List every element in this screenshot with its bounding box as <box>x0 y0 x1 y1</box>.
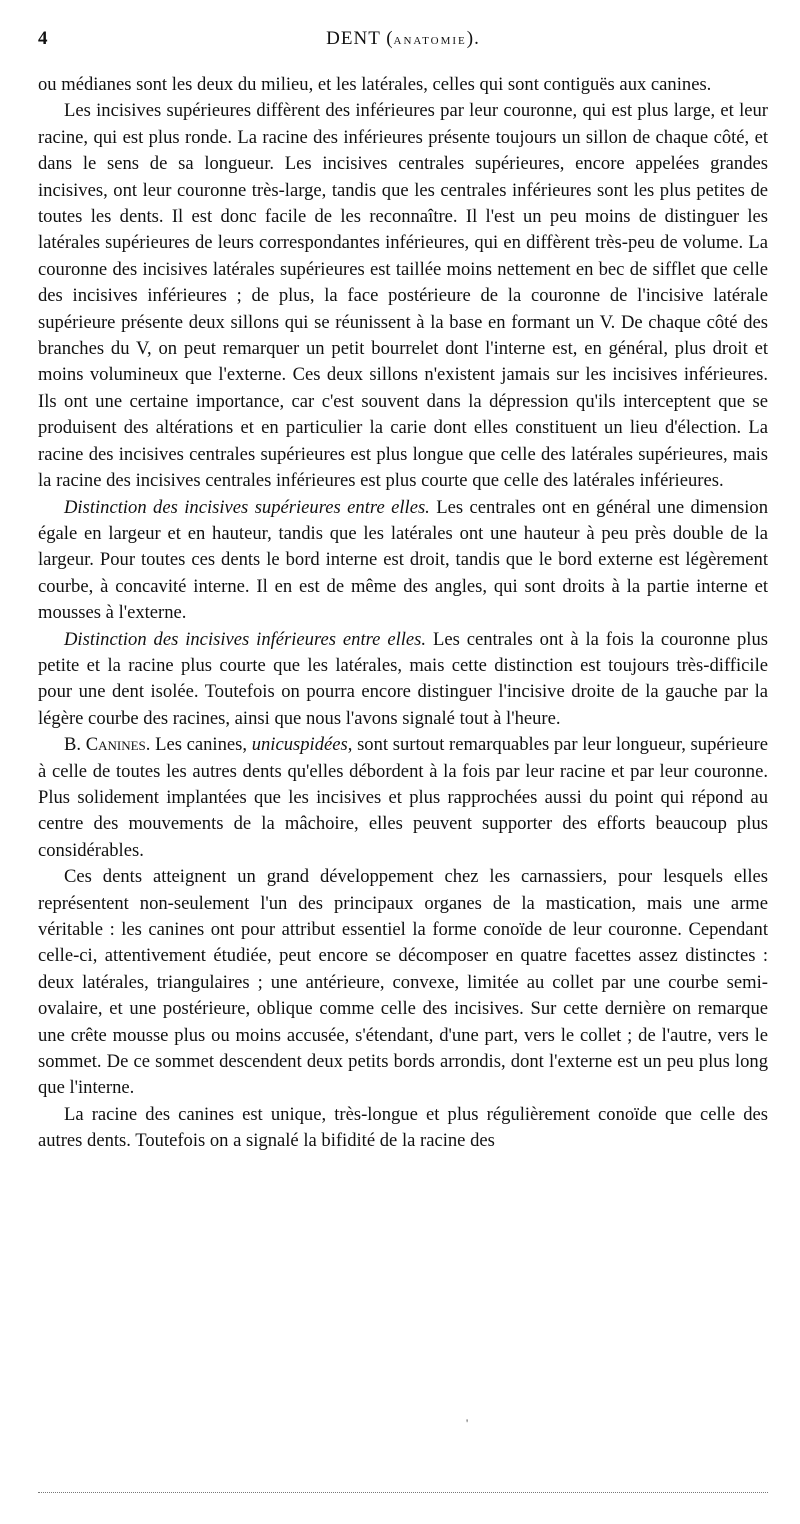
running-title <box>38 28 768 50</box>
paragraph-text: Les centrales ont en général une dimension égale en largeur et en hauteur, tandis que les latérales ont une hauteur à peu près double de la largeur. Pour toutes ces dents le bord interne est droit, tandis que le bord externe est légèrement courbe, à concavité interne. Il en est de même des angles, qui sont droits à la partie interne et mousses à l'externe. <box>38 496 769 624</box>
paragraph-canines <box>38 732 768 864</box>
section-label: B. Canines. <box>64 734 151 756</box>
title-paren-open: ( <box>386 28 394 49</box>
paragraph-racine-canines: La racine des canines est unique, très-longue et plus régulièrement conoïde que celle des autres dents. Toutefois on a signalé la bifidité de la racine des <box>38 1103 768 1152</box>
stray-mark: ' <box>466 1416 469 1430</box>
footer-dotted-rule <box>38 1488 768 1493</box>
paragraph-text: , sont surtout remarquables par leur longueur, supérieure à celle de toutes les autres dents qu'elles débordent à la fois par leur racine et par leur couronne. Plus solidement implantées que les incisives et plus rapprochées aussi du point qui répond au centre des mouvements de la mâchoire, elles peuvent supporter des efforts beaucoup plus considérables. <box>38 734 768 861</box>
text-body <box>38 72 768 1155</box>
paragraph-continuation: ou médianes sont les deux du milieu, et les latérales, celles qui sont contiguës aux canines. <box>38 74 712 95</box>
paragraph-incisives: Les incisives supérieures diffèrent des inférieures par leur couronne, qui est plus large, et leur racine, qui est plus ronde. La racine des inférieures présente toujours un sillon de chaque côté, et dans le sens de sa longueur. Les incisives centrales supérieures, encore appelées grandes incisives, ont leur couronne très-large, tandis que les centrales inférieures sont les plus petites de toutes les dents. Il est donc facile de les reconnaître. Il l'est un peu moins de distinguer les latérales supérieures de leurs correspondantes inférieures, qui en diffèrent très-peu de volume. La couronne des incisives latérales supérieures est taillée moins nettement en bec de sifflet que celle des incisives inférieures ; de plus, la face postérieure de la couronne de l'incisive latérale supérieure présente deux sillons qui se réunissent à la base en formant un V. De chaque côté des branches du V, on peut remarquer un petit bourrelet dont l'interne est, en général, plus droit et moins volumineux que l'externe. Ces deux sillons n'existent jamais sur les incisives inférieures. Ils ont une certaine importance, car c'est souvent dans la dépression qu'ils interceptent que se produisent des altérations et en particulier la carie dont elles constituent un lieu d'élection. La racine des incisives centrales supérieures est plus longue que celle des latérales supérieures, mais la racine des incisives centrales inférieures est plus courte que celle des latérales inférieures. <box>38 100 768 492</box>
title-sub: anatomie <box>393 32 467 48</box>
paragraph-lead: Distinction des incisives inférieures entre elles. <box>64 628 427 650</box>
paragraph-distinction-inferieures <box>38 627 768 733</box>
page-number: 4 <box>38 28 48 49</box>
paragraph-text: Les canines, <box>150 734 252 756</box>
title-paren-close: ). <box>466 28 480 49</box>
paragraph-lead: Distinction des incisives supérieures entre elles. <box>64 496 430 518</box>
title-main: DENT <box>326 28 381 49</box>
paragraph-emphasis: unicuspidées <box>251 734 348 756</box>
paragraph-text: Les centrales ont à la fois la couronne plus petite et la racine plus courte que les latérales, mais cette distinction est toujours très-difficile pour une dent isolée. Toutefois on pourra encore distinguer l'incisive droite de la gauche par la légère courbe des racines, ainsi que nous l'avons signalé tout à l'heure. <box>38 628 769 729</box>
paragraph-carnassiers: Ces dents atteignent un grand développement chez les carnassiers, pour lesquels elles représentent non-seulement l'un des principaux organes de la mastication, mais une arme véritable : les canines ont pour attribut essentiel la forme conoïde de leur couronne. Cependant celle-ci, attentivement étudiée, peut encore se décomposer en quatre facettes assez distinctes : deux latérales, triangulaires ; une antérieure, convexe, limitée au collet par une courbe semi-ovalaire, et une postérieure, oblique comme celle des incisives. Sur cette dernière on remarque une crête mousse plus ou moins accusée, s'étendant, d'une part, vers le collet ; de l'autre, vers le sommet. De ce sommet descendent deux petits bords arrondis, dont l'externe est un peu plus long que l'interne. <box>38 866 768 1099</box>
paragraph-distinction-superieures <box>38 495 768 627</box>
running-header <box>38 28 768 58</box>
